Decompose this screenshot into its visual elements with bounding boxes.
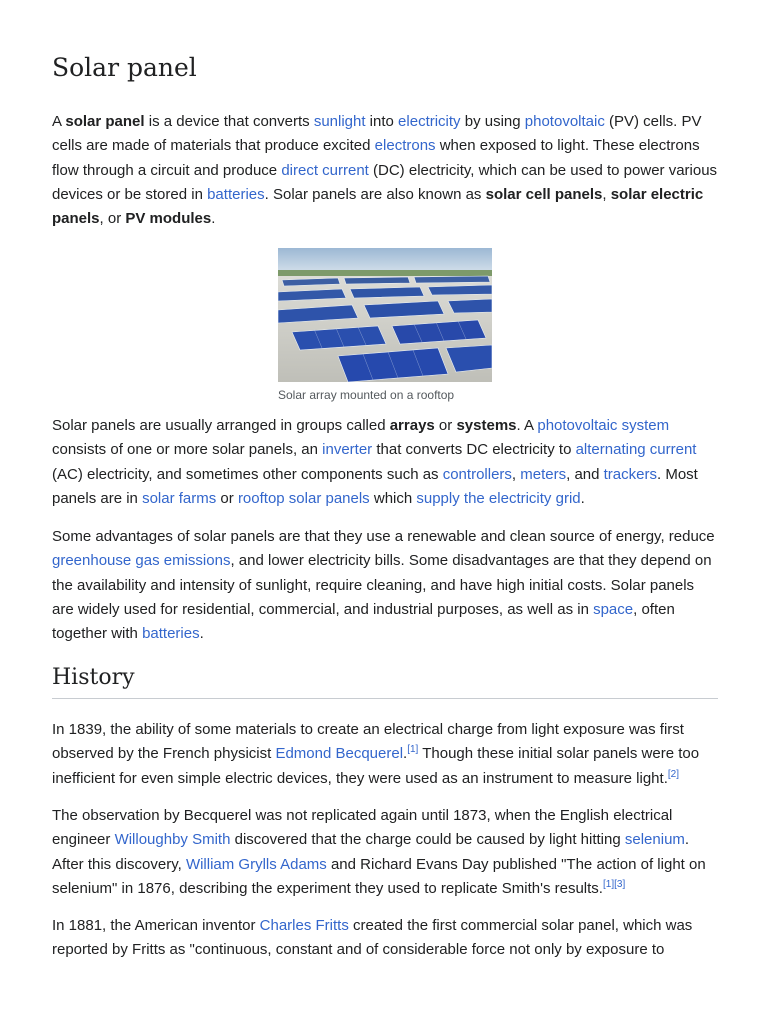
- link-solar-farms[interactable]: solar farms: [142, 489, 217, 507]
- link-alternating-current[interactable]: alternating current: [575, 441, 697, 459]
- advantages-paragraph: [52, 525, 718, 646]
- text: (DC) electricity, which can be used to power various devices or be stored in: [52, 161, 718, 203]
- text: Solar panels are usually arranged in groups called: [52, 417, 390, 434]
- link-space[interactable]: space: [593, 600, 634, 618]
- link-greenhouse-gas-emissions[interactable]: greenhouse gas emissions: [52, 552, 231, 570]
- link-photovoltaic-system[interactable]: photovoltaic system: [537, 417, 670, 434]
- link-batteries[interactable]: batteries: [142, 625, 200, 643]
- arrays-paragraph: [52, 414, 718, 511]
- link-electricity[interactable]: electricity: [398, 113, 461, 130]
- text: consists of one or more solar panels, an: [52, 441, 323, 459]
- text: which: [369, 489, 417, 507]
- text: . Most panels are in: [52, 465, 698, 507]
- bold-term: solar electric panels: [52, 185, 704, 228]
- bold-term: systems: [456, 417, 517, 434]
- text: (AC) electricity, and sometimes other components such as: [52, 465, 443, 483]
- link-controllers[interactable]: controllers: [442, 465, 512, 483]
- text: is a device that converts: [144, 113, 314, 130]
- text: . A: [516, 417, 538, 434]
- text: or: [216, 489, 238, 507]
- history-paragraph-1: [52, 718, 718, 791]
- bold-term: solar cell panels: [485, 185, 603, 203]
- bold-term: solar panel: [65, 113, 145, 130]
- history-paragraph-2: [52, 804, 718, 901]
- text: The observation by Becquerel was not replicated again until 1873, when the English electrical engineer: [52, 807, 673, 849]
- text: into: [365, 113, 399, 130]
- solar-array-photo[interactable]: [278, 248, 492, 382]
- section-heading-history: History: [52, 665, 718, 699]
- link-electrons[interactable]: electrons: [374, 137, 436, 155]
- intro-paragraph: [52, 110, 718, 231]
- bold-term: PV modules: [125, 210, 212, 228]
- text: or: [434, 417, 457, 434]
- text: ,: [511, 465, 521, 483]
- text: , or: [99, 210, 126, 228]
- text: A: [52, 113, 66, 130]
- link-trackers[interactable]: trackers: [603, 465, 657, 483]
- text: .: [199, 625, 204, 643]
- text: that converts DC electricity to: [372, 441, 576, 459]
- text: and Richard Evans Day published "The action of light on selenium" in 1876, describing the experiment they used to replicate Smith's results.: [52, 855, 706, 897]
- citation-link[interactable]: [2]: [667, 768, 679, 780]
- text: ,: [602, 185, 611, 203]
- text: In 1881, the American inventor: [52, 917, 260, 934]
- text: created the first commercial solar panel, which was reported by Fritts as "continuous, constant and of considerable force not only by exposure to: [52, 917, 693, 959]
- text: .: [211, 210, 216, 228]
- text: , often together with: [52, 600, 675, 643]
- history-paragraph-3: [52, 914, 718, 963]
- text: , and lower electricity bills. Some disadvantages are that they depend on the availability and intensity of sunlight, require cleaning, and have high initial costs. Solar panels are widely used for residential, commercial, and industrial purposes, as well as in: [52, 552, 712, 618]
- text: (PV) cells. PV cells are made of materials that produce excited: [52, 113, 702, 155]
- figure-solar-array: [278, 248, 492, 402]
- bold-term: arrays: [389, 417, 435, 434]
- link-inverter[interactable]: inverter: [322, 441, 373, 459]
- text: Some advantages of solar panels are that they use a renewable and clean source of energy, reduce: [52, 528, 715, 545]
- page-title: Solar panel: [52, 53, 197, 82]
- text: .: [403, 745, 408, 763]
- text: In 1839, the ability of some materials to create an electrical charge from light exposure was first observed by the French physicist: [52, 721, 684, 763]
- citation-link[interactable]: [1]: [407, 744, 419, 756]
- link-willoughby-smith[interactable]: Willoughby Smith: [114, 831, 231, 849]
- link-william-grylls-adams[interactable]: William Grylls Adams: [185, 855, 327, 873]
- link-selenium[interactable]: selenium: [624, 831, 685, 849]
- link-sunlight[interactable]: sunlight: [313, 113, 366, 130]
- link-charles-fritts[interactable]: Charles Fritts: [259, 917, 349, 934]
- text: by using: [460, 113, 525, 130]
- text: when exposed to light. These electrons flow through a circuit and produce: [52, 137, 700, 179]
- link-meters[interactable]: meters: [520, 465, 567, 483]
- link-direct-current[interactable]: direct current: [281, 161, 369, 179]
- text: . After this discovery,: [52, 831, 690, 873]
- link-rooftop-solar-panels[interactable]: rooftop solar panels: [237, 489, 370, 507]
- text: . Solar panels are also known as: [264, 185, 486, 203]
- link-edmond-becquerel[interactable]: Edmond Becquerel: [275, 745, 404, 763]
- citation-link[interactable]: [1]: [602, 878, 615, 890]
- text: Though these initial solar panels were too inefficient for even simple electric devices, they were used as an instrument to measure light.: [52, 745, 700, 787]
- text: discovered that the charge could be caused by light hitting: [230, 831, 625, 849]
- link-supply-electricity-grid[interactable]: supply the electricity grid: [416, 489, 581, 507]
- figure-caption: Solar array mounted on a rooftop: [278, 388, 455, 402]
- text: .: [580, 489, 585, 507]
- link-batteries[interactable]: batteries: [207, 185, 265, 203]
- text: , and: [566, 465, 604, 483]
- link-photovoltaic[interactable]: photovoltaic: [524, 113, 605, 130]
- citation-link[interactable]: [3]: [614, 878, 626, 890]
